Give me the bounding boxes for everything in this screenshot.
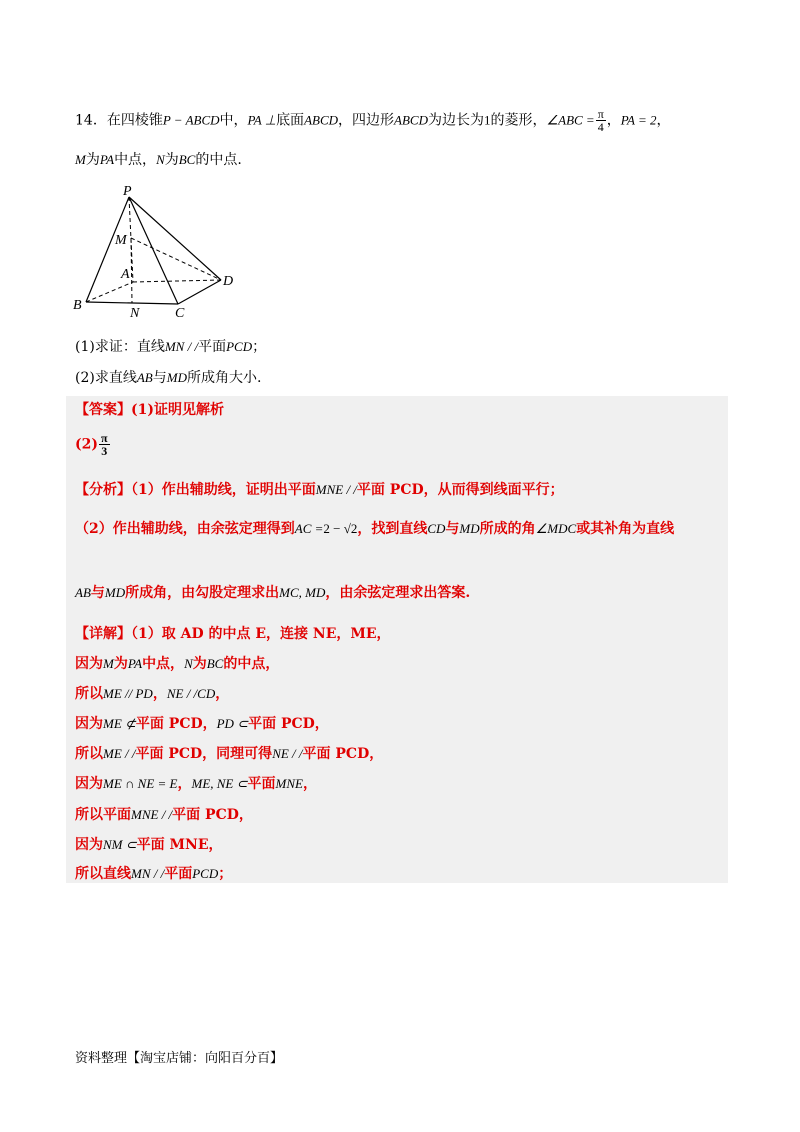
text: 为 [113, 656, 128, 672]
text: 因为 [75, 837, 103, 853]
text: 【分析】（1）作出辅助线，证明出平面 [75, 482, 316, 498]
fraction [596, 108, 606, 133]
math: N [184, 656, 193, 671]
math: BC [206, 656, 224, 671]
math: ∠MDC [535, 521, 577, 536]
text: ， [656, 112, 671, 129]
denominator: 4 [597, 120, 604, 134]
label-B: B [73, 298, 82, 313]
math: AB [75, 585, 91, 600]
math: MNE / / [315, 482, 357, 497]
detail-line-3 [75, 684, 229, 704]
text: 因为 [75, 716, 103, 732]
math: NM ⊂ [103, 837, 137, 852]
text: 为 [164, 152, 179, 168]
math: MD [166, 370, 187, 385]
answer-label: 【答案】(1)证明见解析 [75, 402, 224, 418]
math: BC [178, 152, 196, 167]
math: ME / / [103, 746, 136, 761]
math: M [75, 152, 86, 167]
text: 底面 [276, 112, 305, 129]
text: ； [218, 866, 233, 882]
text: 中点， [142, 656, 185, 672]
numerator: π [597, 107, 604, 121]
math: PA [99, 152, 115, 167]
text: 平面 MNE， [136, 837, 223, 853]
footer-source: 资料整理【淘宝店铺：向阳百分百】 [75, 1051, 284, 1066]
math: ME, NE ⊂ [191, 776, 248, 791]
problem-line-1 [75, 108, 671, 133]
text: ； [252, 339, 267, 355]
text: 平面 PCD， [172, 807, 253, 823]
question-1 [75, 337, 266, 357]
text: 所以 [75, 746, 103, 762]
text: ， [302, 776, 317, 792]
math: ∠ABC = [546, 112, 595, 128]
text: 因为 [75, 776, 103, 792]
edge-PC [129, 197, 178, 304]
text: 平面 PCD，从而得到线面平行； [356, 482, 564, 498]
numerator: π [101, 431, 108, 445]
label-D: D [223, 274, 234, 289]
text: 平面 [164, 866, 193, 882]
math: PCD [226, 339, 253, 354]
analysis-line-1 [75, 480, 564, 500]
text: 平面 PCD， [302, 746, 384, 762]
text: ， [177, 776, 192, 792]
math: MNE [275, 776, 303, 791]
math: AC = [294, 521, 324, 536]
text: 在四棱锥 [106, 112, 163, 129]
answer-line-2 [75, 432, 111, 457]
analysis-line-3 [75, 583, 470, 603]
detail-line-6 [75, 774, 317, 794]
math: P − ABCD [162, 112, 220, 128]
text: 的中点， [223, 656, 280, 672]
text: ，由余弦定理求出答案. [325, 585, 471, 601]
math: PA [127, 656, 143, 671]
text: (2)求直线 [75, 370, 137, 386]
edge-AD [133, 280, 221, 282]
text: 所以 [75, 686, 103, 702]
detail-line-7 [75, 805, 253, 825]
math: M [103, 656, 114, 671]
math: ME // PD [103, 686, 153, 701]
label-M: M [115, 233, 127, 248]
text: 所成角大小. [186, 370, 262, 386]
label-N: N [130, 306, 140, 321]
text: (1)求证：直线 [75, 339, 165, 355]
math: MN / / [164, 339, 199, 354]
text: 为 [85, 152, 100, 168]
text: 中点， [114, 152, 157, 168]
analysis-line-2 [75, 519, 674, 539]
text: 的菱形， [490, 112, 547, 129]
text: 所以平面 [75, 807, 131, 823]
answer-line-1 [75, 400, 224, 420]
fraction [99, 432, 110, 457]
text: 平面 PCD， [248, 716, 329, 732]
edge-CD [178, 280, 221, 304]
math: ABCD [304, 112, 339, 128]
math: PCD [192, 866, 219, 881]
segment-MD [131, 238, 221, 280]
math: CD [427, 521, 446, 536]
text: 为 [192, 656, 207, 672]
text: 为边长为 [427, 112, 484, 129]
math: 1 [483, 112, 491, 128]
detail-line-8 [75, 835, 223, 855]
text: 与 [152, 370, 167, 386]
label-C: C [175, 306, 185, 321]
text: 平面 PCD， [135, 716, 217, 732]
edge-PD [129, 197, 221, 280]
text: 所成角，由勾股定理求出 [125, 585, 280, 601]
question-2 [75, 368, 261, 388]
text: ，四边形 [338, 112, 395, 129]
text: 所以直线 [75, 866, 131, 882]
label-A: A [121, 267, 130, 282]
math: MD [104, 585, 126, 600]
math: MN / / [131, 866, 165, 881]
text: 中， [219, 112, 248, 129]
math: PA ⊥ [247, 112, 277, 128]
detail-line-2 [75, 654, 279, 674]
text: (2) [75, 436, 98, 453]
detail-line-9 [75, 864, 232, 884]
text: 所成的角 [479, 521, 536, 537]
text: 【详解】（1）取 AD 的中点 E，连接 NE，ME， [75, 626, 391, 642]
math: PD ⊂ [216, 716, 249, 731]
text: ，找到直线 [357, 521, 428, 537]
math: MNE / / [131, 807, 173, 822]
text: 的中点. [195, 152, 242, 168]
detail-line-1 [75, 624, 391, 644]
text: 与 [445, 521, 460, 537]
text: ， [606, 112, 621, 129]
detail-line-5 [75, 744, 383, 764]
denominator: 3 [101, 444, 108, 458]
math-sqrt: 2 − √2 [323, 521, 358, 536]
text: （2）作出辅助线，由余弦定理得到 [75, 521, 295, 537]
text: ， [152, 686, 167, 702]
math: ME ∩ NE = E [103, 776, 178, 791]
label-P: P [123, 184, 132, 199]
text: 或其补角为直线 [576, 521, 675, 537]
math: MC, MD [279, 585, 326, 600]
edge-PB [86, 197, 129, 302]
text: 平面 [247, 776, 276, 792]
math: NE / / [272, 746, 303, 761]
math: MD [459, 521, 480, 536]
math: NE / /CD [166, 686, 216, 701]
math: N [156, 152, 165, 167]
detail-line-4 [75, 714, 329, 734]
math: ABCD [394, 112, 428, 128]
text: 因为 [75, 656, 103, 672]
text: 平面 [198, 339, 227, 355]
problem-number: 14． [75, 112, 107, 129]
text: ， [215, 686, 230, 702]
math: ME ⊄ [103, 716, 136, 731]
text: 与 [90, 585, 105, 601]
problem-line-2 [75, 150, 242, 170]
pyramid-figure [70, 183, 250, 323]
math: AB [136, 370, 153, 385]
math: PA = 2 [620, 112, 657, 128]
text: 平面 PCD，同理可得 [135, 746, 273, 762]
